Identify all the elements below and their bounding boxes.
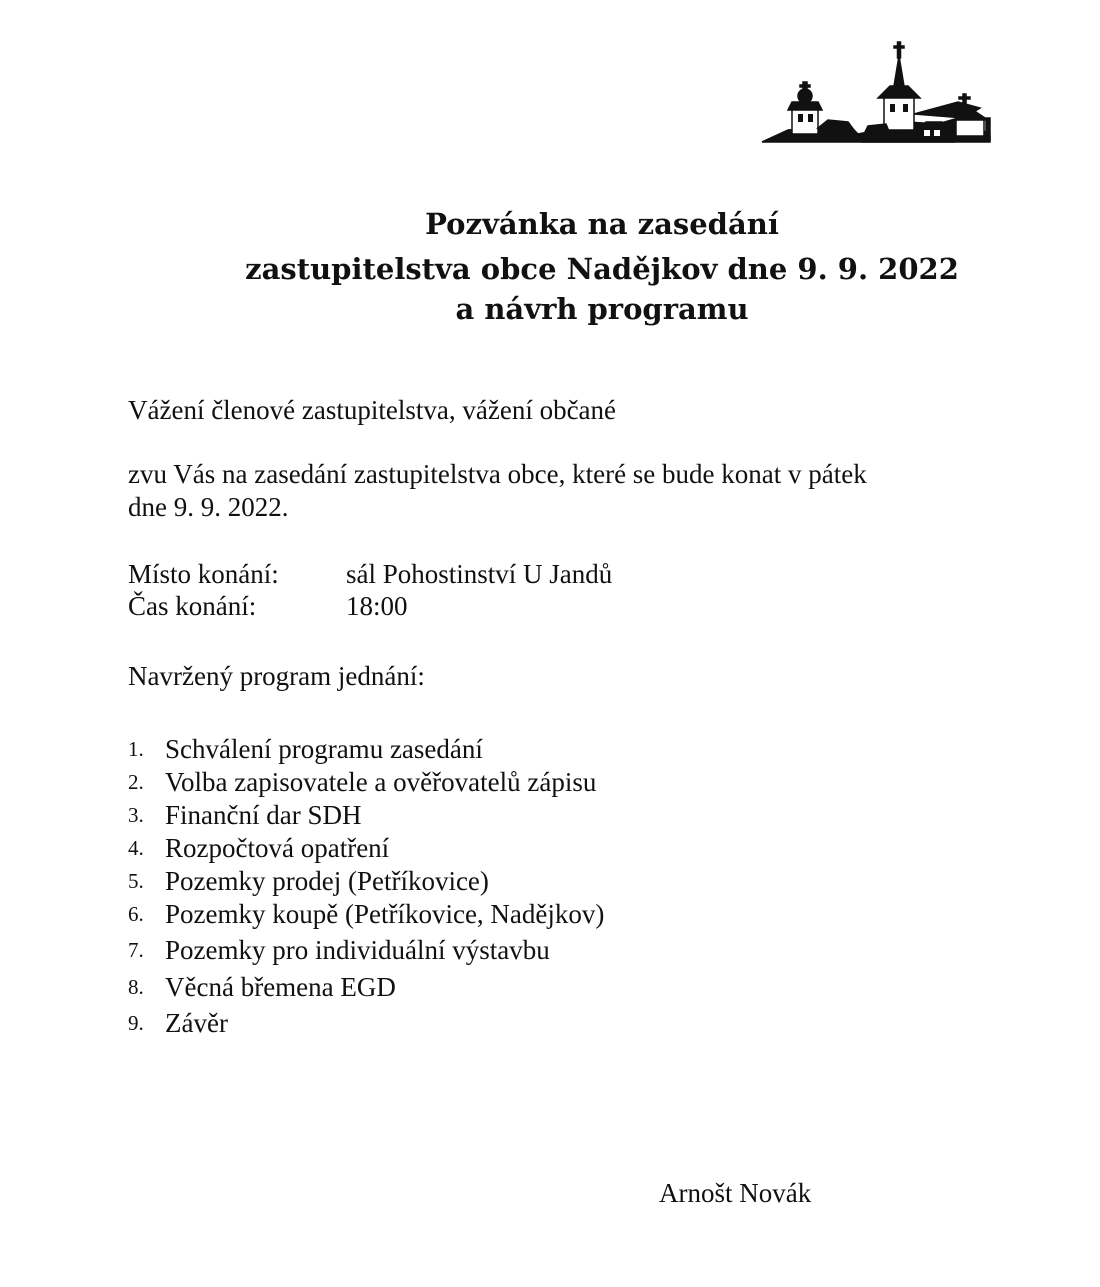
agenda-text: Pozemky pro individuální výstavbu xyxy=(165,935,550,965)
place-label: Místo konání: xyxy=(128,559,279,589)
village-churches-icon xyxy=(758,38,994,154)
agenda-text: Závěr xyxy=(165,1008,228,1038)
agenda-number: 3. xyxy=(128,803,144,827)
agenda-text: Pozemky prodej (Petříkovice) xyxy=(165,866,489,896)
signature: Arnošt Novák xyxy=(659,1178,812,1208)
agenda-text: Rozpočtová opatření xyxy=(165,833,390,863)
agenda-number: 9. xyxy=(128,1011,144,1035)
agenda-text: Finanční dar SDH xyxy=(165,800,362,830)
agenda-number: 4. xyxy=(128,836,144,860)
invitation-line-2: dne 9. 9. 2022. xyxy=(128,492,289,522)
time-value: 18:00 xyxy=(346,591,408,621)
greeting: Vážení členové zastupitelstva, vážení občané xyxy=(128,395,617,425)
invitation-line-1: zvu Vás na zasedání zastupitelstva obce, které se bude konat v pátek xyxy=(128,459,867,489)
agenda-text: Pozemky koupě (Petříkovice, Nadějkov) xyxy=(165,899,605,929)
time-label: Čas konání: xyxy=(128,591,257,621)
place-value: sál Pohostinství U Jandů xyxy=(346,559,613,589)
title-line-3: a návrh programu xyxy=(455,292,749,326)
agenda-text: Volba zapisovatele a ověřovatelů zápisu xyxy=(165,767,597,797)
agenda-number: 1. xyxy=(128,737,144,761)
agenda-number: 8. xyxy=(128,975,144,999)
agenda-text: Schválení programu zasedání xyxy=(165,734,483,764)
title-line-1: Pozvánka na zasedání xyxy=(425,207,779,241)
agenda-number: 5. xyxy=(128,869,144,893)
agenda-number: 2. xyxy=(128,770,144,794)
agenda-text: Věcná břemena EGD xyxy=(165,972,396,1002)
title-line-2: zastupitelstva obce Nadějkov dne 9. 9. 2022 xyxy=(245,252,959,286)
agenda-number: 6. xyxy=(128,902,144,926)
agenda-number: 7. xyxy=(128,938,144,962)
program-heading: Navržený program jednání: xyxy=(128,661,425,691)
